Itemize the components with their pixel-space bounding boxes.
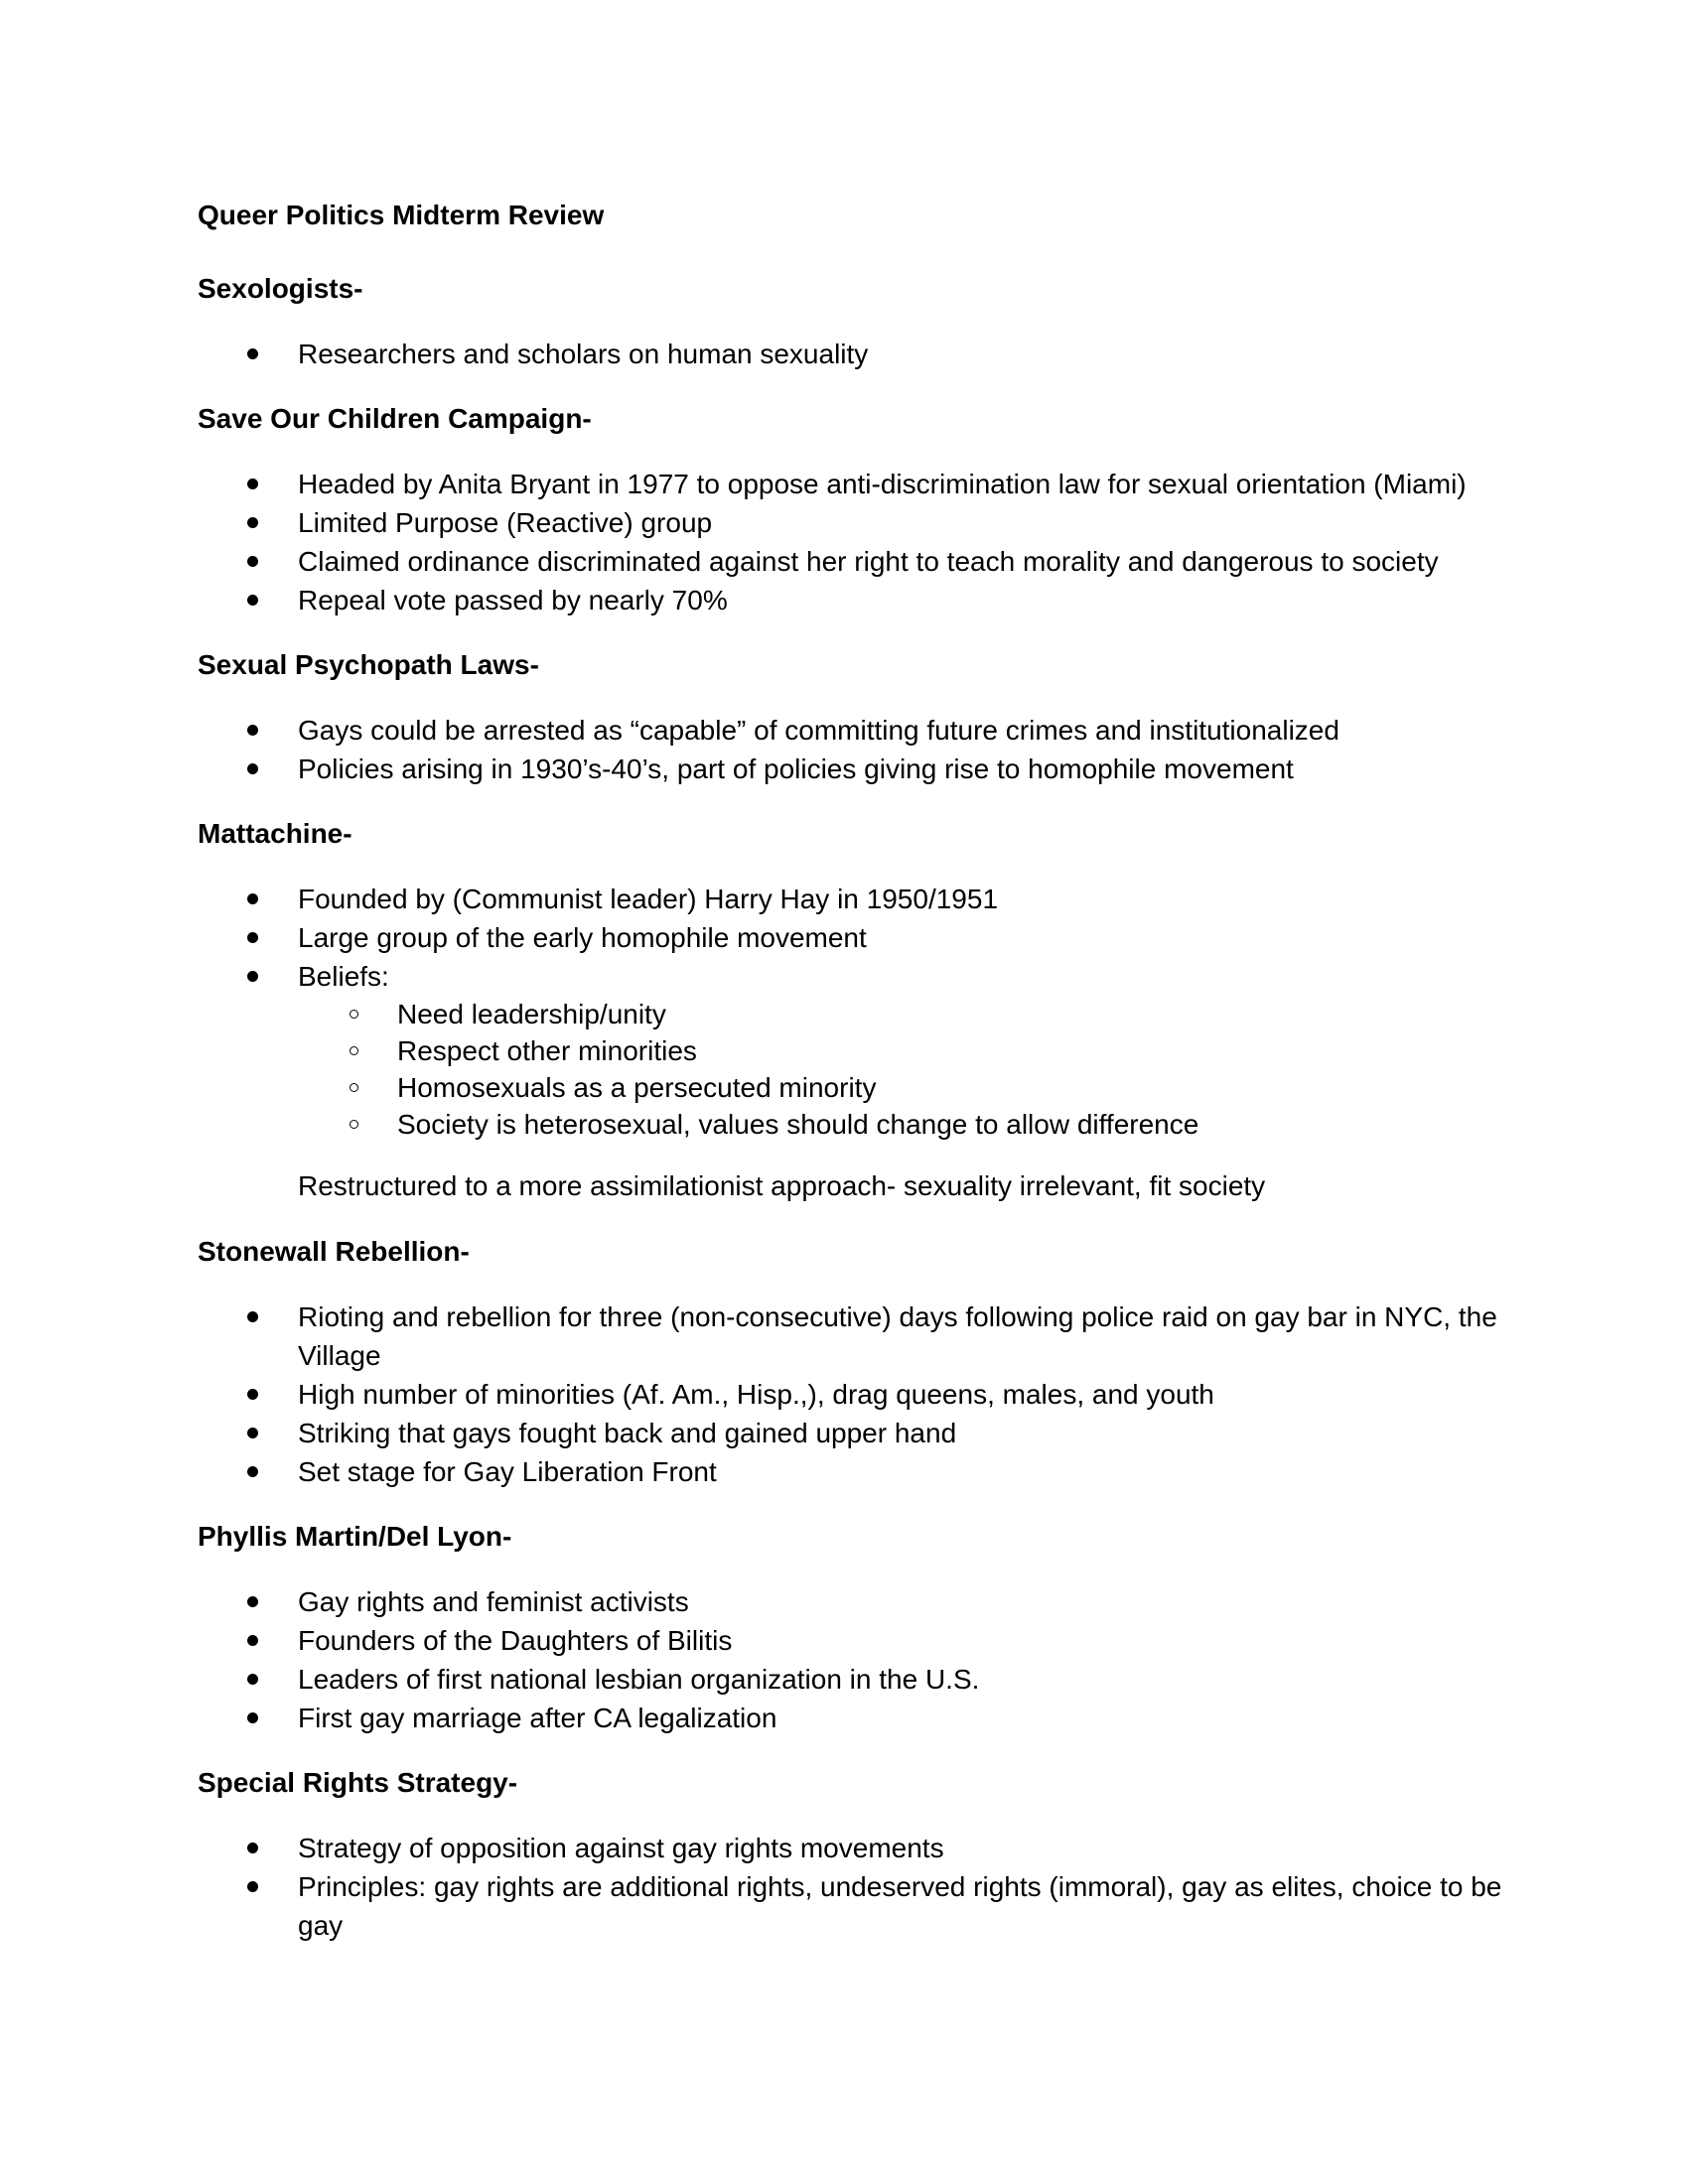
bullet-icon — [247, 1389, 258, 1400]
list-item-text: First gay marriage after CA legalization — [298, 1703, 777, 1733]
bullet-icon — [247, 1843, 258, 1853]
list-item-text: Striking that gays fought back and gained upper hand — [298, 1418, 957, 1448]
section-heading: Save Our Children Campaign- — [198, 403, 592, 434]
document-title: Queer Politics Midterm Review — [198, 200, 605, 230]
bullet-icon — [247, 932, 258, 943]
list-item-text: Beliefs: — [298, 961, 389, 992]
section-heading: Sexual Psychopath Laws- — [198, 649, 539, 680]
list-item-text: Policies arising in 1930’s-40’s, part of policies giving rise to homophile movement — [298, 753, 1294, 784]
bullet-list — [198, 711, 1528, 788]
hollow-bullet-icon — [350, 1083, 358, 1092]
sub-list-item-text: Need leadership/unity — [397, 999, 666, 1029]
bullet-icon — [247, 517, 258, 528]
bullet-list — [198, 1297, 1528, 1491]
list-item — [198, 503, 1528, 542]
list-item — [198, 711, 1528, 750]
list-item — [198, 1414, 1528, 1452]
bullet-list — [198, 1582, 1528, 1737]
list-item-text: Founders of the Daughters of Bilitis — [298, 1625, 733, 1656]
section-heading: Phyllis Martin/Del Lyon- — [198, 1521, 512, 1552]
list-item — [198, 1582, 1528, 1621]
bullet-icon — [247, 595, 258, 606]
bullet-list — [198, 465, 1528, 619]
list-item — [198, 1452, 1528, 1491]
list-item-text: Founded by (Communist leader) Harry Hay in 1950/1951 — [298, 884, 999, 914]
list-item — [198, 1621, 1528, 1660]
sub-list-item — [298, 996, 1528, 1032]
list-item-text: Headed by Anita Bryant in 1977 to oppose anti-discrimination law for sexual orientation (Miami) — [298, 469, 1467, 499]
bullet-list — [198, 1829, 1528, 1945]
sub-list-item — [298, 1032, 1528, 1069]
list-item-text: Repeal vote passed by nearly 70% — [298, 585, 728, 615]
document-body — [198, 196, 1528, 1971]
list-item — [198, 918, 1528, 957]
list-item-text: Rioting and rebellion for three (non-consecutive) days following police raid on gay bar in NYC, the Village — [298, 1301, 1497, 1371]
bullet-icon — [247, 1466, 258, 1477]
bullet-icon — [247, 1635, 258, 1646]
bullet-icon — [247, 478, 258, 489]
list-item-text: Strategy of opposition against gay rights movements — [298, 1833, 944, 1863]
bullet-icon — [247, 1311, 258, 1322]
list-item-text: High number of minorities (Af. Am., Hisp.,), drag queens, males, and youth — [298, 1379, 1214, 1410]
list-item-text: Set stage for Gay Liberation Front — [298, 1456, 717, 1487]
list-item-text: Gays could be arrested as “capable” of committing future crimes and institutionalized — [298, 715, 1339, 746]
sub-list-item — [298, 1106, 1528, 1143]
hollow-bullet-icon — [350, 1120, 358, 1129]
section-heading: Special Rights Strategy- — [198, 1767, 518, 1798]
bullet-icon — [247, 1428, 258, 1438]
bullet-icon — [247, 725, 258, 736]
bullet-icon — [247, 348, 258, 359]
bullet-list — [198, 335, 1528, 373]
list-item — [198, 1699, 1528, 1737]
list-item — [198, 335, 1528, 373]
bullet-icon — [247, 1596, 258, 1607]
list-item-text: Claimed ordinance discriminated against her right to teach morality and dangerous to society — [298, 546, 1439, 577]
list-item — [198, 750, 1528, 788]
sub-list-item-text: Respect other minorities — [397, 1035, 697, 1066]
section-note: Restructured to a more assimilationist approach- sexuality irrelevant, fit society — [298, 1170, 1266, 1201]
list-item-text: Large group of the early homophile movement — [298, 922, 867, 953]
section-heading: Sexologists- — [198, 273, 363, 304]
bullet-icon — [247, 763, 258, 774]
bullet-icon — [247, 971, 258, 982]
list-item — [198, 957, 1528, 1143]
bullet-icon — [247, 1674, 258, 1685]
list-item — [198, 1660, 1528, 1699]
list-item — [198, 542, 1528, 581]
list-item-text: Leaders of first national lesbian organization in the U.S. — [298, 1664, 980, 1695]
sub-list-item-text: Homosexuals as a persecuted minority — [397, 1072, 877, 1103]
bullet-icon — [247, 1712, 258, 1723]
list-item-text: Gay rights and feminist activists — [298, 1586, 689, 1617]
bullet-icon — [247, 556, 258, 567]
sub-list-item-text: Society is heterosexual, values should change to allow difference — [397, 1109, 1199, 1140]
sub-bullet-list — [298, 996, 1528, 1143]
list-item — [198, 1297, 1528, 1375]
sub-list-item — [298, 1069, 1528, 1106]
hollow-bullet-icon — [350, 1046, 358, 1055]
list-item — [198, 1375, 1528, 1414]
list-item — [198, 465, 1528, 503]
list-item — [198, 880, 1528, 918]
list-item — [198, 581, 1528, 619]
section-heading: Mattachine- — [198, 818, 352, 849]
list-item-text: Principles: gay rights are additional rights, undeserved rights (immoral), gay as elites, choice to be gay — [298, 1871, 1502, 1941]
list-item-text: Limited Purpose (Reactive) group — [298, 507, 713, 538]
list-item-text: Researchers and scholars on human sexuality — [298, 339, 869, 369]
list-item — [198, 1867, 1528, 1945]
bullet-icon — [247, 893, 258, 904]
bullet-list — [198, 880, 1528, 1143]
hollow-bullet-icon — [350, 1010, 358, 1019]
list-item — [198, 1829, 1528, 1867]
bullet-icon — [247, 1881, 258, 1892]
section-heading: Stonewall Rebellion- — [198, 1236, 470, 1267]
